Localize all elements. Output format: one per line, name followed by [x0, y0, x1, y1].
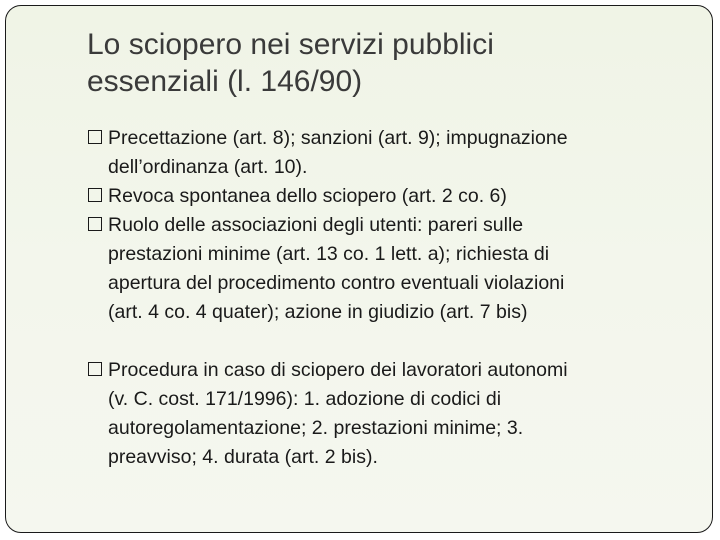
slide-title-line: Lo sciopero nei servizi pubblici: [87, 28, 494, 61]
bullet-text-line: Ruolo delle associazioni degli utenti: pareri sulle: [108, 214, 524, 236]
bullet-text-line: preavviso; 4. durata (art. 2 bis).: [108, 446, 378, 468]
square-bullet-icon: [88, 130, 102, 144]
bullet-text-line: apertura del procedimento contro eventuali violazioni: [108, 272, 565, 294]
square-bullet-icon: [88, 188, 102, 202]
bullet-text-line: dell’ordinanza (art. 10).: [108, 156, 308, 178]
bullet-text-line: Procedura in caso di sciopero dei lavoratori autonomi: [108, 359, 568, 381]
slide-frame: [5, 5, 713, 533]
bullet-text-line: (v. C. cost. 171/1996): 1. adozione di codici di: [108, 388, 502, 410]
bullet-item-ruolo-associazioni: [86, 211, 686, 327]
bullet-list: [86, 124, 686, 472]
bullet-text-line: (art. 4 co. 4 quater); azione in giudizio (art. 7 bis): [108, 301, 528, 323]
square-bullet-icon: [88, 217, 102, 231]
bullet-text-line: Revoca spontanea dello sciopero (art. 2 co. 6): [108, 185, 507, 207]
square-bullet-icon: [88, 362, 102, 376]
bullet-item-precettazione: [86, 124, 686, 182]
bullet-item-procedura: [86, 356, 686, 472]
bullet-text-line: autoregolamentazione; 2. prestazioni minime; 3.: [108, 417, 524, 439]
slide-title: [87, 26, 687, 100]
slide-title-line: essenziali (l. 146/90): [87, 65, 363, 98]
bullet-text-line: prestazioni minime (art. 13 co. 1 lett. a); richiesta di: [108, 243, 550, 265]
bullet-text-line: Precettazione (art. 8); sanzioni (art. 9); impugnazione: [108, 127, 568, 149]
bullet-item-revoca: [86, 182, 686, 211]
